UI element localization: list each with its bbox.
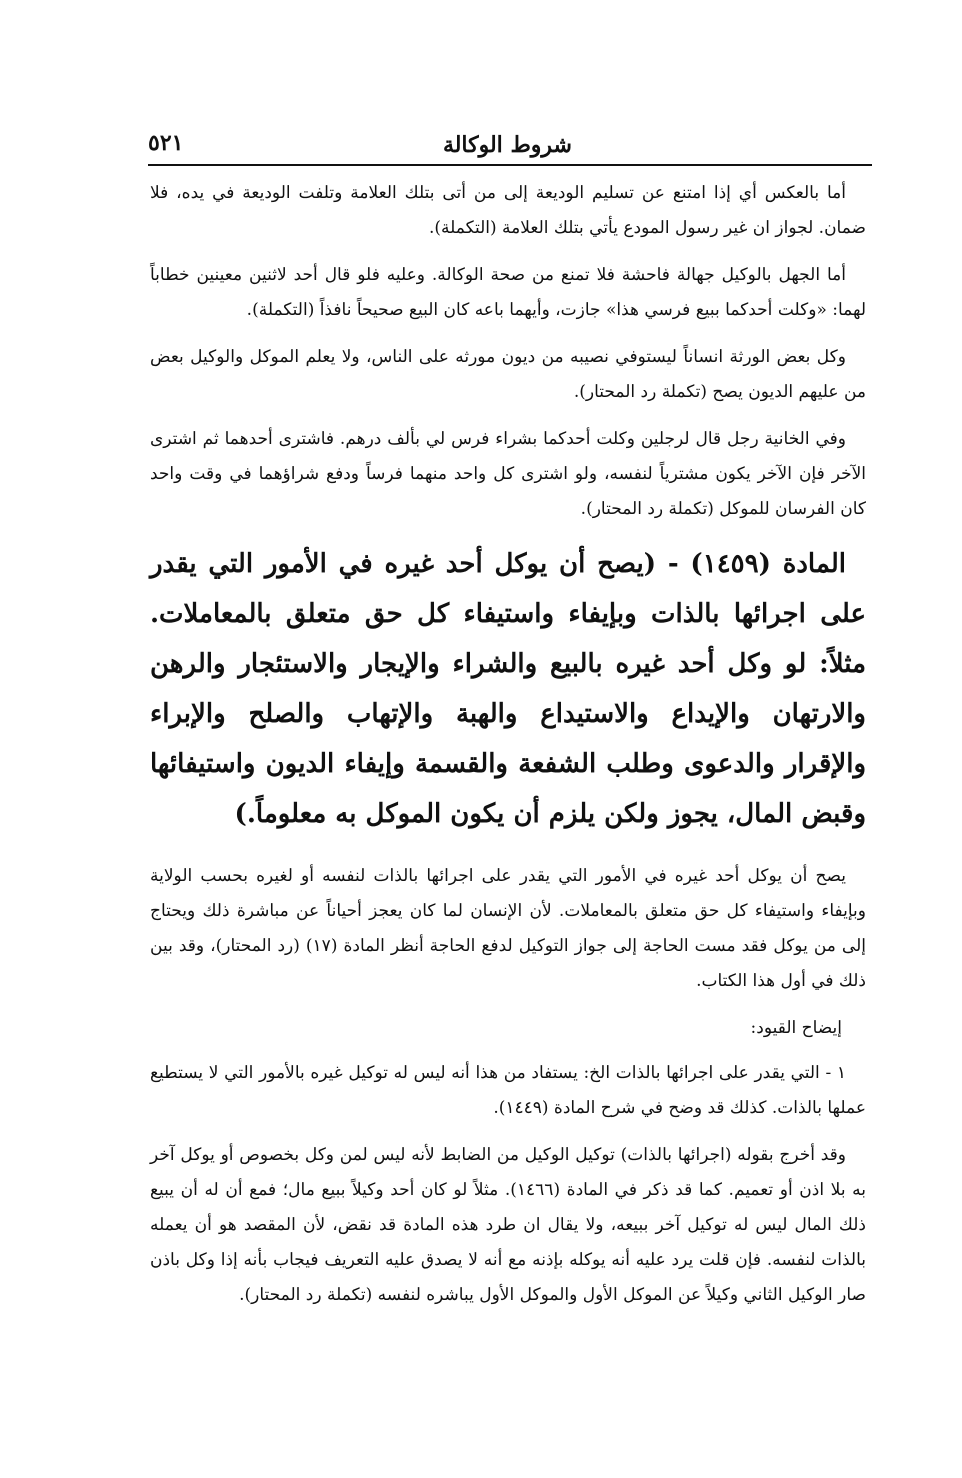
note-paragraph: وقد أخرج بقوله (اجرائها بالذات) توكيل الوكيل من الضابط لأنه ليس لمن وكل بخصوص أو يوكل آخر به بلا اذن أو تعميم. كما قد ذكر في المادة (١٤٦٦). مثلاً لو كان أحد وكيلاً ببيع مال؛ فمع أن له أن يبيع ذلك المال ليس له توكيل آخر ببيعه، ولا يقال ان طرد هذه المادة قد نقض، لأن المقصد هو أن يعمله بالذات لنفسه. فإن قلت يرد عليه أنه يوكله بإذنه مع أنه لا يصدق عليه التعريف فيجاب بأنه إذا وكل باذن صار الوكيل الثاني وكيلاً عن الموكل الأول والموكل الأول يباشره لنفسه (تكملة رد المحتار). [150,1145,866,1305]
note-paragraph: ١ - التي يقدر على اجرائها بالذات الخ: يستفاد من هذا أنه ليس له توكيل غيره بالأمور التي لا يستطيع عملها بالذات. كذلك قد وضح في شرح المادة (١٤٤٩). [150,1063,866,1118]
clarification-heading: إيضاح القيود: [750,1018,842,1038]
article-text: المادة (١٤٥٩) - (يصح أن يوكل أحد غيره في الأمور التي يقدر على اجرائها بالذات وبإيفاء واستيفاء كل حق متعلق بالمعاملات. مثلاً: لو وكل أحد غيره بالبيع والشراء والإيجار والاستئجار والرهن والارتهان والإيداع والاستيداع والهبة والإتهاب والصلح والإبراء والإقرار والدعوى وطلب الشفعة والقسمة وإيفاء الديون واستيفائها وقبض المال، يجوز ولكن يلزم أن يكون الموكل به معلوماً.) [150,549,866,829]
running-title: شروط الوكالة [442,132,572,158]
page-header [148,128,872,166]
commentary-paragraph: يصح أن يوكل أحد غيره في الأمور التي يقدر على اجرائها بالذات لنفسه أو لغيره بحسب الولاية وبإيفاء واستيفاء كل حق متعلق بالمعاملات. لأن الإنسان لما كان يعجز أحياناً عن مباشرة ذلك ويحتاج إلى من يوكل فقد مست الحاجة إلى جواز التوكيل لدفع الحاجة أنظر المادة (١٧) (رد المحتار)، وقد بين ذلك في أول هذا الكتاب. [150,866,866,991]
paragraph: أما الجهل بالوكيل جهالة فاحشة فلا تمنع من صحة الوكالة. وعليه فلو قال أحد لاثنين معينين خطاباً لهما: «وكلت أحدكما ببيع فرسي هذا» جازت، وأيهما باعه كان البيع صحيحاً نافذاً (التكملة). [150,265,866,320]
page-body [150,176,866,1325]
paragraph: أما بالعكس أي إذا امتنع عن تسليم الوديعة إلى من أتى بتلك العلامة وتلفت الوديعة في يده، فلا ضمان. لجواز ان غير رسول المودع يأتي بتلك العلامة (التكملة). [150,183,866,238]
paragraph: وكل بعض الورثة انساناً ليستوفي نصيبه من ديون مورثه على الناس، ولا يعلم الموكل والوكيل بعض من عليهم الديون يصح (تكملة رد المحتار). [150,347,866,402]
page-number: ٥٢١ [148,130,184,156]
paragraph: وفي الخانية رجل قال لرجلين وكلت أحدكما بشراء فرس لي بألف درهم. فاشترى أحدهما ثم اشترى الآخر فإن الآخر يكون مشترياً لنفسه، ولو اشترى كل واحد منهما فرساً ودفع شراؤهما في وقت واحد كان الفرسان للموكل (تكملة رد المحتار). [150,429,866,519]
